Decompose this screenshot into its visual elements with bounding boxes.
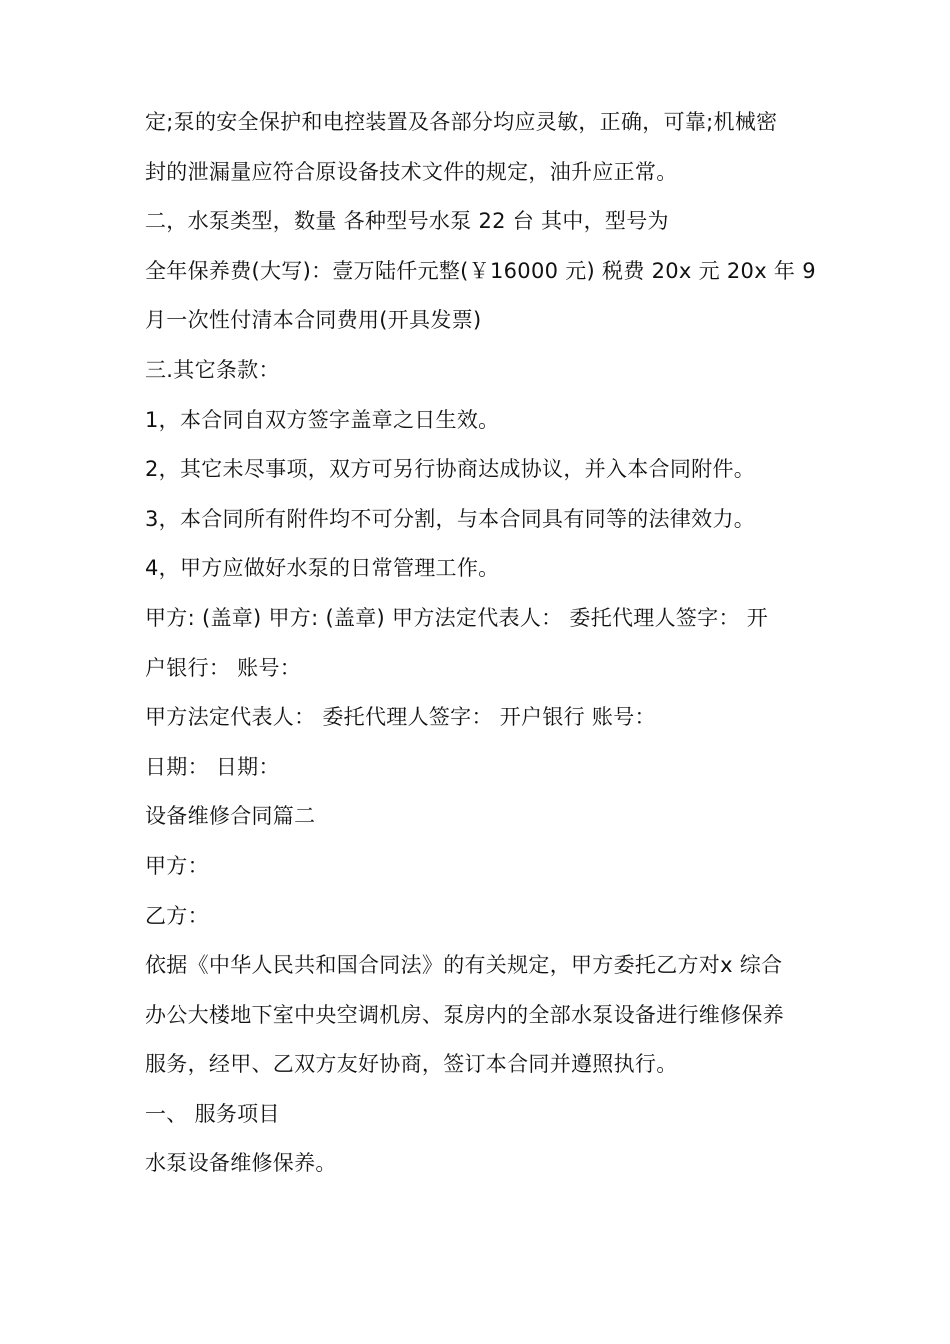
intro-line-1: 依据《中华人民共和国合同法》的有关规定，甲方委托乙方对x 综合 [145,953,783,978]
party-a-line: 甲方： [145,853,209,878]
text-line-4: 全年保养费(大写)：壹万陆仟元整(￥16000 元) 税费 20x 元 20x 年 9 [145,258,816,283]
signature-line-1: 甲方: (盖章) 甲方: (盖章) 甲方法定代表人： 委托代理人签字： 开 [145,605,769,630]
date-line: 日期： 日期： [145,754,280,779]
text-line-5: 月一次性付清本合同费用(开具发票) [145,308,482,333]
document-body [145,98,816,1189]
clause-2: 2，其它未尽事项，双方可另行协商达成协议，并入本合同附件。 [145,457,756,482]
service-items-heading: 一、 服务项目 [145,1101,280,1126]
clause-3: 3，本合同所有附件均不可分割，与本合同具有同等的法律效力。 [145,506,756,531]
clause-4: 4，甲方应做好水泵的日常管理工作。 [145,556,500,581]
signature-line-3: 甲方法定代表人： 委托代理人签字： 开户银行 账号： [145,705,656,730]
text-line-1: 定;泵的安全保护和电控装置及各部分均应灵敏，正确，可靠;机械密 [145,110,778,134]
party-b-line: 乙方： [145,903,209,928]
intro-line-2: 办公大楼地下室中央空调机房、泵房内的全部水泵设备进行维修保养 [145,1002,784,1027]
text-line-3: 二，水泵类型，数量 各种型号水泵 22 台 其中，型号为 [145,209,669,234]
signature-line-2: 户银行： 账号： [145,655,302,680]
section-heading-other-terms: 三.其它条款： [145,357,280,382]
clause-1: 1，本合同自双方签字盖章之日生效。 [145,407,500,432]
text-line-2: 封的泄漏量应符合原设备技术文件的规定，油升应正常。 [145,159,678,184]
service-items-text: 水泵设备维修保养。 [145,1151,337,1176]
contract-title-part-two: 设备维修合同篇二 [145,804,316,829]
intro-line-3: 服务，经甲、乙双方友好协商，签订本合同并遵照执行。 [145,1052,678,1077]
